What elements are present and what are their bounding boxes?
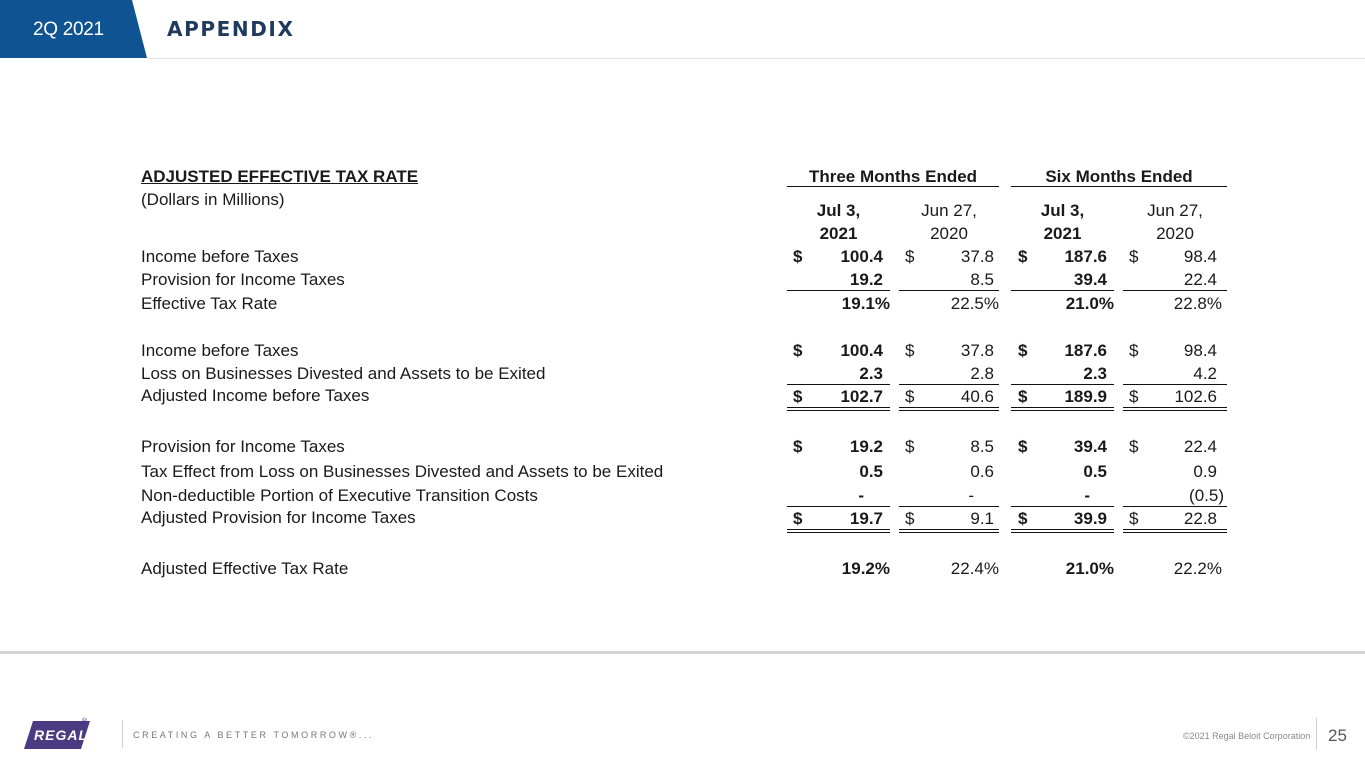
- total-double-rule: [1011, 407, 1114, 408]
- footer-copyright: ©2021 Regal Beloit Corporation: [1183, 731, 1311, 741]
- total-double-rule: [1011, 529, 1114, 530]
- table-subtitle: (Dollars in Millions): [141, 190, 285, 209]
- table-cell: 98.4: [1183, 247, 1217, 266]
- currency-symbol: $: [1018, 247, 1028, 266]
- row-label: Non-deductible Portion of Executive Transition Costs: [141, 486, 538, 505]
- currency-symbol: $: [905, 341, 915, 360]
- logo-text: REGAL: [34, 727, 88, 743]
- table-cell: 2.3: [1083, 364, 1107, 383]
- header-period: 2Q 2021: [33, 19, 104, 40]
- col-header-line2: 2020: [930, 224, 968, 243]
- table-cell: 22.4%: [950, 559, 999, 578]
- group-header-six-months: Six Months Ended: [1045, 167, 1193, 186]
- table-cell: 189.9: [1064, 387, 1107, 406]
- row-label: Adjusted Income before Taxes: [141, 386, 370, 405]
- table-cell: 22.8%: [1173, 294, 1222, 313]
- footer-divider: [0, 651, 1365, 654]
- col-header-line2: 2021: [1043, 224, 1082, 243]
- table-cell: 22.4: [1183, 437, 1217, 456]
- subtotal-rule: [1011, 290, 1114, 291]
- currency-symbol: $: [1129, 387, 1139, 406]
- currency-symbol: $: [793, 387, 803, 406]
- subtotal-rule: [899, 290, 999, 291]
- subtotal-rule: [1123, 290, 1227, 291]
- subtotal-rule: [787, 290, 890, 291]
- total-double-rule: [787, 407, 890, 408]
- currency-symbol: $: [793, 509, 803, 528]
- table-cell: 39.4: [1073, 270, 1107, 289]
- table-cell: 19.2: [849, 270, 883, 289]
- total-double-rule: [899, 529, 999, 530]
- subtotal-rule: [1011, 506, 1114, 507]
- subtotal-rule: [787, 384, 890, 385]
- total-double-rule: [787, 410, 890, 411]
- row-label: Effective Tax Rate: [141, 294, 278, 313]
- total-double-rule: [1123, 410, 1227, 411]
- subtotal-rule: [899, 506, 999, 507]
- table-cell: 0.6: [970, 462, 994, 481]
- table-cell: 22.5%: [950, 294, 999, 313]
- table-cell: 9.1: [970, 509, 994, 528]
- total-double-rule: [1011, 532, 1114, 533]
- total-double-rule: [899, 532, 999, 533]
- total-double-rule: [1123, 407, 1227, 408]
- row-label: Income before Taxes: [141, 247, 299, 266]
- subtotal-rule: [899, 384, 999, 385]
- page-title: APPENDIX: [167, 17, 295, 41]
- table-cell: 19.1%: [841, 294, 890, 313]
- table-cell: 2.3: [859, 364, 883, 383]
- group-header-three-months: Three Months Ended: [808, 167, 978, 186]
- table-cell: 100.4: [840, 341, 883, 360]
- row-label: Tax Effect from Loss on Businesses Divested and Assets to be Exited: [141, 462, 664, 481]
- table-cell: (0.5): [1189, 486, 1224, 505]
- currency-symbol: $: [793, 247, 803, 266]
- currency-symbol: $: [1018, 341, 1028, 360]
- table-title: ADJUSTED EFFECTIVE TAX RATE: [141, 167, 419, 186]
- currency-symbol: $: [905, 509, 915, 528]
- currency-symbol: $: [793, 437, 803, 456]
- table-cell: 22.4: [1183, 270, 1217, 289]
- row-label: Provision for Income Taxes: [141, 270, 345, 289]
- table-cell: 39.4: [1073, 437, 1107, 456]
- currency-symbol: $: [905, 387, 915, 406]
- row-label: Adjusted Provision for Income Taxes: [141, 508, 416, 527]
- table-cell: 8.5: [970, 270, 994, 289]
- table-cell: 37.8: [960, 341, 994, 360]
- subtotal-rule: [787, 506, 890, 507]
- total-double-rule: [899, 410, 999, 411]
- table-cell: 22.2%: [1173, 559, 1222, 578]
- row-label: Provision for Income Taxes: [141, 437, 345, 456]
- table-cell: 187.6: [1064, 341, 1107, 360]
- table-cell: 22.8: [1183, 509, 1217, 528]
- table-cell: -: [968, 486, 974, 505]
- group-header-underline: [1011, 186, 1227, 187]
- currency-symbol: $: [1129, 509, 1139, 528]
- table-cell: 100.4: [840, 247, 883, 266]
- subtotal-rule: [1123, 506, 1227, 507]
- currency-symbol: $: [1018, 387, 1028, 406]
- table-cell: 19.2: [849, 437, 883, 456]
- table-cell: 0.5: [859, 462, 883, 481]
- table-cell: 0.5: [1083, 462, 1107, 481]
- total-double-rule: [1123, 529, 1227, 530]
- table-cell: 37.8: [960, 247, 994, 266]
- currency-symbol: $: [1129, 437, 1139, 456]
- subtotal-rule: [1123, 384, 1227, 385]
- footer-tagline: CREATING A BETTER TOMORROW®...: [133, 730, 375, 740]
- table-cell: 98.4: [1183, 341, 1217, 360]
- header-divider: [147, 58, 1365, 59]
- total-double-rule: [787, 529, 890, 530]
- subtotal-rule: [1011, 384, 1114, 385]
- col-header-line1: Jun 27,: [921, 201, 977, 220]
- row-label: Adjusted Effective Tax Rate: [141, 559, 349, 578]
- table-cell: 19.2%: [841, 559, 890, 578]
- table-cell: 102.7: [840, 387, 883, 406]
- group-header-underline: [787, 186, 999, 187]
- table-cell: 102.6: [1174, 387, 1217, 406]
- currency-symbol: $: [793, 341, 803, 360]
- table-cell: 21.0%: [1065, 559, 1114, 578]
- table-cell: 39.9: [1073, 509, 1107, 528]
- table-cell: 4.2: [1193, 364, 1217, 383]
- currency-symbol: $: [1129, 341, 1139, 360]
- footer-separator: [1316, 718, 1317, 750]
- col-header-line1: Jul 3,: [816, 201, 861, 220]
- currency-symbol: $: [1018, 509, 1028, 528]
- currency-symbol: $: [905, 247, 915, 266]
- currency-symbol: $: [1018, 437, 1028, 456]
- table-cell: 21.0%: [1065, 294, 1114, 313]
- table-cell: 0.9: [1193, 462, 1217, 481]
- footer-separator: [122, 720, 123, 748]
- table-cell: 2.8: [970, 364, 994, 383]
- table-cell: 19.7: [849, 509, 883, 528]
- currency-symbol: $: [905, 437, 915, 456]
- total-double-rule: [899, 407, 999, 408]
- total-double-rule: [1123, 532, 1227, 533]
- currency-symbol: $: [1129, 247, 1139, 266]
- col-header-line2: 2021: [819, 224, 858, 243]
- table-cell: -: [858, 486, 864, 505]
- total-double-rule: [787, 532, 890, 533]
- table-cell: 40.6: [960, 387, 994, 406]
- table-cell: 187.6: [1064, 247, 1107, 266]
- total-double-rule: [1011, 410, 1114, 411]
- page-number: 25: [1328, 726, 1347, 745]
- logo-registered-mark: ®: [82, 718, 88, 725]
- row-label: Loss on Businesses Divested and Assets to be Exited: [141, 364, 546, 383]
- col-header-line1: Jul 3,: [1040, 201, 1085, 220]
- row-label: Income before Taxes: [141, 341, 299, 360]
- col-header-line2: 2020: [1156, 224, 1194, 243]
- table-cell: 8.5: [970, 437, 994, 456]
- table-cell: -: [1084, 486, 1090, 505]
- col-header-line1: Jun 27,: [1147, 201, 1203, 220]
